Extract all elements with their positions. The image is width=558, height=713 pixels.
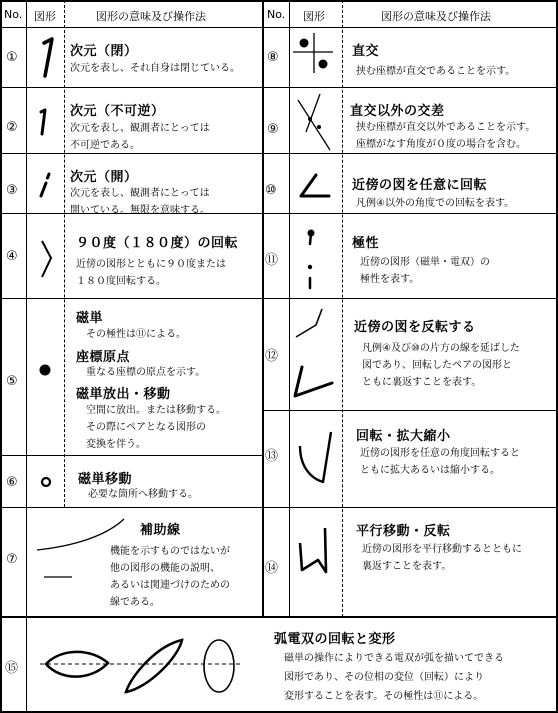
row-title: 磁単移動 (78, 472, 133, 487)
origin-description: 重なる座標の原点を示す。 (86, 367, 206, 378)
row-number: ⑦ (6, 552, 18, 567)
rotation-90-icon (30, 236, 60, 281)
row-description: 次元を表し、観測者にとっては 不可逆である。 (70, 123, 210, 151)
row-description: 挟む座標が直交であることを示す。 (356, 66, 516, 77)
row-description: 磁単の操作によりできる電双が弧を描いてできる 図形であり、その位相の変位（回転）により 変形することを表す。その極性は⑪による。 (284, 653, 504, 702)
row-description: 挟む座標が直交以外であることを示す。 座標がなす角度が０度の場合を含む。 (356, 122, 536, 150)
monopole-title: 磁単 (76, 311, 104, 326)
row-number: ④ (6, 249, 18, 264)
row-description: 近傍の図形を任意の角度回転すると ともに拡大あるいは縮小する。 (360, 448, 520, 476)
row-title: ９０度（１８０度）の回転 (76, 236, 239, 251)
emission-title: 磁単放出・移動 (76, 387, 171, 402)
reflection-upper-icon (292, 305, 332, 345)
header-no-left: No. (4, 8, 23, 21)
arc-dipole-icon (36, 636, 246, 706)
dimension-closed-icon (30, 34, 60, 84)
polarity-icon (302, 228, 322, 294)
row-number: ⑭ (265, 561, 279, 576)
row-description: 必要な箇所へ移動する。 (88, 489, 198, 500)
row-number: ⑪ (265, 253, 279, 268)
row-description: 次元を表し、それ自身は閉じている。 (70, 63, 240, 74)
row-description: 近傍の図形（磁単・電双）の 極性を表す。 (360, 257, 490, 285)
row-title: 極性 (352, 236, 380, 251)
row-number: ② (6, 120, 18, 135)
row-title: 次元（開） (70, 170, 138, 185)
row-description: 近傍の図形を平行移動するとともに 裏返すことを表す。 (362, 544, 522, 572)
header-meaning-left: 図形の意味及び操作法 (96, 10, 206, 23)
emission-description: 空間に放出。または移動する。 その際にペアとなる図形の 変換を伴う。 (86, 405, 226, 450)
row-description: 凡例④以外の角度での回転を表す。 (356, 198, 515, 209)
row-title: 回転・拡大縮小 (356, 429, 451, 444)
monopole-description: その極性は⑪による。 (86, 329, 186, 340)
dimension-open-icon (30, 163, 60, 208)
row-number: ⑨ (267, 122, 279, 137)
header-meaning-right: 図形の意味及び操作法 (381, 10, 491, 23)
row-number: ⑧ (267, 50, 279, 65)
row-description: 次元を表し、観測者にとっては 開いている。無限を意味する。 (70, 188, 210, 216)
row-number: ⑥ (6, 475, 18, 490)
row-number: ⑬ (265, 449, 279, 464)
row-number: ⑩ (265, 183, 277, 198)
rotate-scale-icon (292, 428, 340, 488)
row-title: 次元（不可逆） (70, 104, 165, 119)
auxiliary-line-icon (44, 575, 74, 579)
row-title: 平行移動・反転 (356, 524, 451, 539)
row-title: 近傍の図を反転する (354, 320, 476, 335)
row-description: 凡例④及び⑩の片方の線を延ばした 図であり、回転したペアの図形と ともに裏返すことを表す。 (362, 343, 520, 388)
row-title: 次元（閉） (70, 44, 138, 59)
reflection-lower-icon (290, 362, 338, 402)
row-title: 補助線 (140, 523, 181, 538)
row-title: 直交以外の交差 (350, 104, 445, 119)
row-description: 機能を示すものではないが 他の図形の機能の説明、 あるいは関連づけのための 線である。 (110, 546, 230, 608)
arbitrary-rotation-icon (296, 170, 336, 205)
row-number: ① (6, 50, 18, 65)
non-orthogonal-intersection-icon (293, 92, 338, 152)
header-shape-left: 図形 (34, 10, 56, 23)
hollow-dot-icon (40, 476, 52, 488)
orthogonal-icon (293, 33, 338, 78)
row-title: 近傍の図を任意に回転 (352, 178, 488, 193)
origin-title: 座標原点 (76, 350, 131, 365)
row-title: 弧電双の回転と変形 (274, 632, 396, 647)
row-number: ⑤ (6, 374, 18, 389)
translate-reflect-icon (294, 522, 342, 582)
row-description: 近傍の図形とともに９０度または １８０度回転する。 (76, 259, 226, 287)
filled-dot-icon (38, 363, 52, 377)
header-shape-right: 図形 (303, 10, 325, 23)
row-number: ⑮ (5, 661, 19, 676)
dimension-irreversible-icon (30, 96, 60, 146)
header-no-right: No. (267, 8, 286, 21)
row-number: ③ (6, 183, 18, 198)
row-title: 直交 (352, 44, 380, 59)
row-number: ⑫ (265, 349, 279, 364)
